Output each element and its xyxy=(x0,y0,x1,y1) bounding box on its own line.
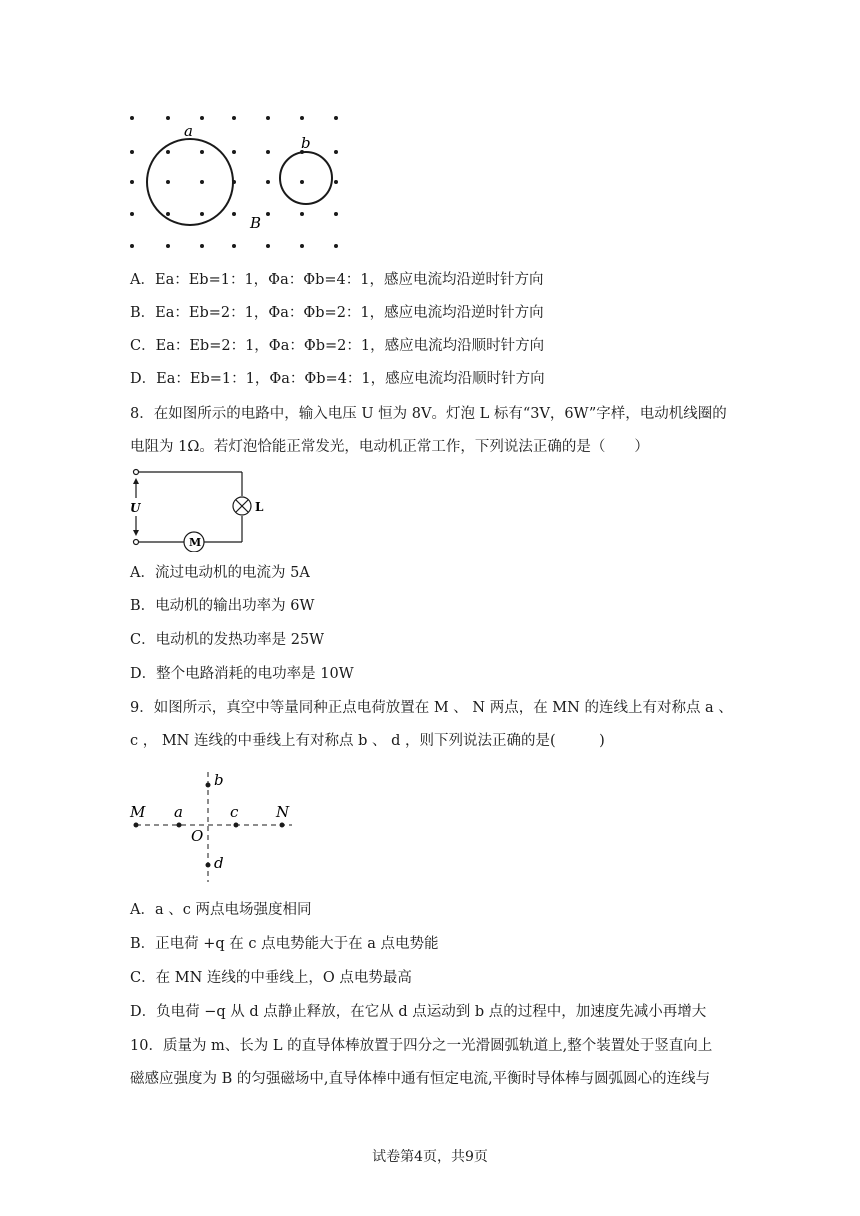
q8-option-c: C．电动机的发热功率是 25W xyxy=(130,632,325,648)
point-a xyxy=(177,823,182,828)
q10-stem-line1: 10．质量为 m、长为 L 的直导体棒放置于四分之一光滑圆弧轨道上,整个装置处于竖直向上 xyxy=(130,1038,713,1054)
label-M: M xyxy=(189,536,202,549)
q9-option-c: C．在 MN 连线的中垂线上，O 点电势最高 xyxy=(130,970,412,986)
label-a: a xyxy=(174,803,183,821)
field-dot xyxy=(334,180,338,184)
label-b: b xyxy=(301,134,311,152)
circle-a xyxy=(147,139,233,225)
field-dot xyxy=(334,150,338,154)
field-dot xyxy=(334,244,338,248)
label-B: B xyxy=(250,214,262,232)
page-footer: 试卷第4页，共9页 xyxy=(372,1149,488,1165)
field-dot xyxy=(166,244,170,248)
q9-option-d: D．负电荷 −q 从 d 点静止释放，在它从 d 点运动到 b 点的过程中，加速度先减小再增大 xyxy=(130,1004,707,1020)
field-dot xyxy=(300,180,304,184)
label-U: U xyxy=(130,501,141,515)
field-dot xyxy=(266,212,270,216)
q8-stem-line1: 8．在如图所示的电路中，输入电压 U 恒为 8V。灯泡 L 标有“3V，6W”字样，电动机线圈的 xyxy=(130,406,727,422)
fig-q9-charges xyxy=(124,768,304,886)
field-dot xyxy=(300,212,304,216)
q8-option-b: B．电动机的输出功率为 6W xyxy=(130,598,315,614)
label-N: N xyxy=(276,803,290,821)
point-b xyxy=(206,783,211,788)
field-dot xyxy=(130,116,134,120)
fig-q8-circuit xyxy=(124,464,274,552)
field-dot xyxy=(300,116,304,120)
field-dot xyxy=(200,150,204,154)
field-dot xyxy=(334,116,338,120)
point-d xyxy=(206,863,211,868)
fig-q7-magnetic-field xyxy=(120,108,360,258)
label-M: M xyxy=(130,803,146,821)
field-dot xyxy=(200,212,204,216)
field-dot xyxy=(232,116,236,120)
q9-stem-line1: 9．如图所示，真空中等量同种正点电荷放置在 M 、 N 两点，在 MN 的连线上有对称点 a 、 xyxy=(130,700,733,716)
label-O: O xyxy=(191,827,204,845)
field-dot xyxy=(166,116,170,120)
label-c: c xyxy=(230,803,239,821)
field-dot xyxy=(130,180,134,184)
q8-option-d: D．整个电路消耗的电功率是 10W xyxy=(130,666,354,682)
q9-option-b: B．正电荷 +q 在 c 点电势能大于在 a 点电势能 xyxy=(130,936,439,952)
q7-option-b: B．Ea：Eb=2：1，Φa：Φb=2：1，感应电流均沿逆时针方向 xyxy=(130,305,544,321)
point-N xyxy=(280,823,285,828)
field-dot xyxy=(232,212,236,216)
field-dot xyxy=(300,244,304,248)
label-b: b xyxy=(214,771,224,789)
q10-stem-line2: 磁感应强度为 B 的匀强磁场中,直导体棒中通有恒定电流,平衡时导体棒与圆弧圆心的连线与 xyxy=(130,1071,711,1087)
q7-option-d: D．Ea：Eb=1：1，Φa：Φb=4：1，感应电流均沿顺时针方向 xyxy=(130,371,545,387)
label-L: L xyxy=(255,500,264,514)
field-dot xyxy=(266,116,270,120)
field-dot xyxy=(266,150,270,154)
field-dot xyxy=(232,150,236,154)
circle-b xyxy=(280,152,332,204)
field-dot xyxy=(334,212,338,216)
field-dot xyxy=(130,244,134,248)
field-dot xyxy=(166,212,170,216)
field-dot xyxy=(266,244,270,248)
field-dot xyxy=(130,212,134,216)
label-d: d xyxy=(214,854,224,872)
q9-option-a: A．a 、c 两点电场强度相同 xyxy=(130,902,312,918)
q8-stem-line2: 电阻为 1Ω。若灯泡恰能正常发光，电动机正常工作，下列说法正确的是（ ） xyxy=(130,439,649,455)
field-dot xyxy=(130,150,134,154)
field-dot xyxy=(200,244,204,248)
q7-option-a: A．Ea：Eb=1：1，Φa：Φb=4：1，感应电流均沿逆时针方向 xyxy=(130,272,544,288)
q8-option-a: A．流过电动机的电流为 5A xyxy=(130,565,310,581)
field-dot xyxy=(166,150,170,154)
field-dot xyxy=(200,180,204,184)
field-dot xyxy=(200,116,204,120)
field-dot xyxy=(232,244,236,248)
q9-stem-line2: c ， MN 连线的中垂线上有对称点 b 、 d ，则下列说法正确的是( ) xyxy=(130,733,605,749)
point-M xyxy=(134,823,139,828)
field-dot xyxy=(266,180,270,184)
label-a: a xyxy=(184,122,193,140)
q7-option-c: C．Ea：Eb=2：1，Φa：Φb=2：1，感应电流均沿顺时针方向 xyxy=(130,338,545,354)
point-c xyxy=(234,823,239,828)
field-dot xyxy=(166,180,170,184)
